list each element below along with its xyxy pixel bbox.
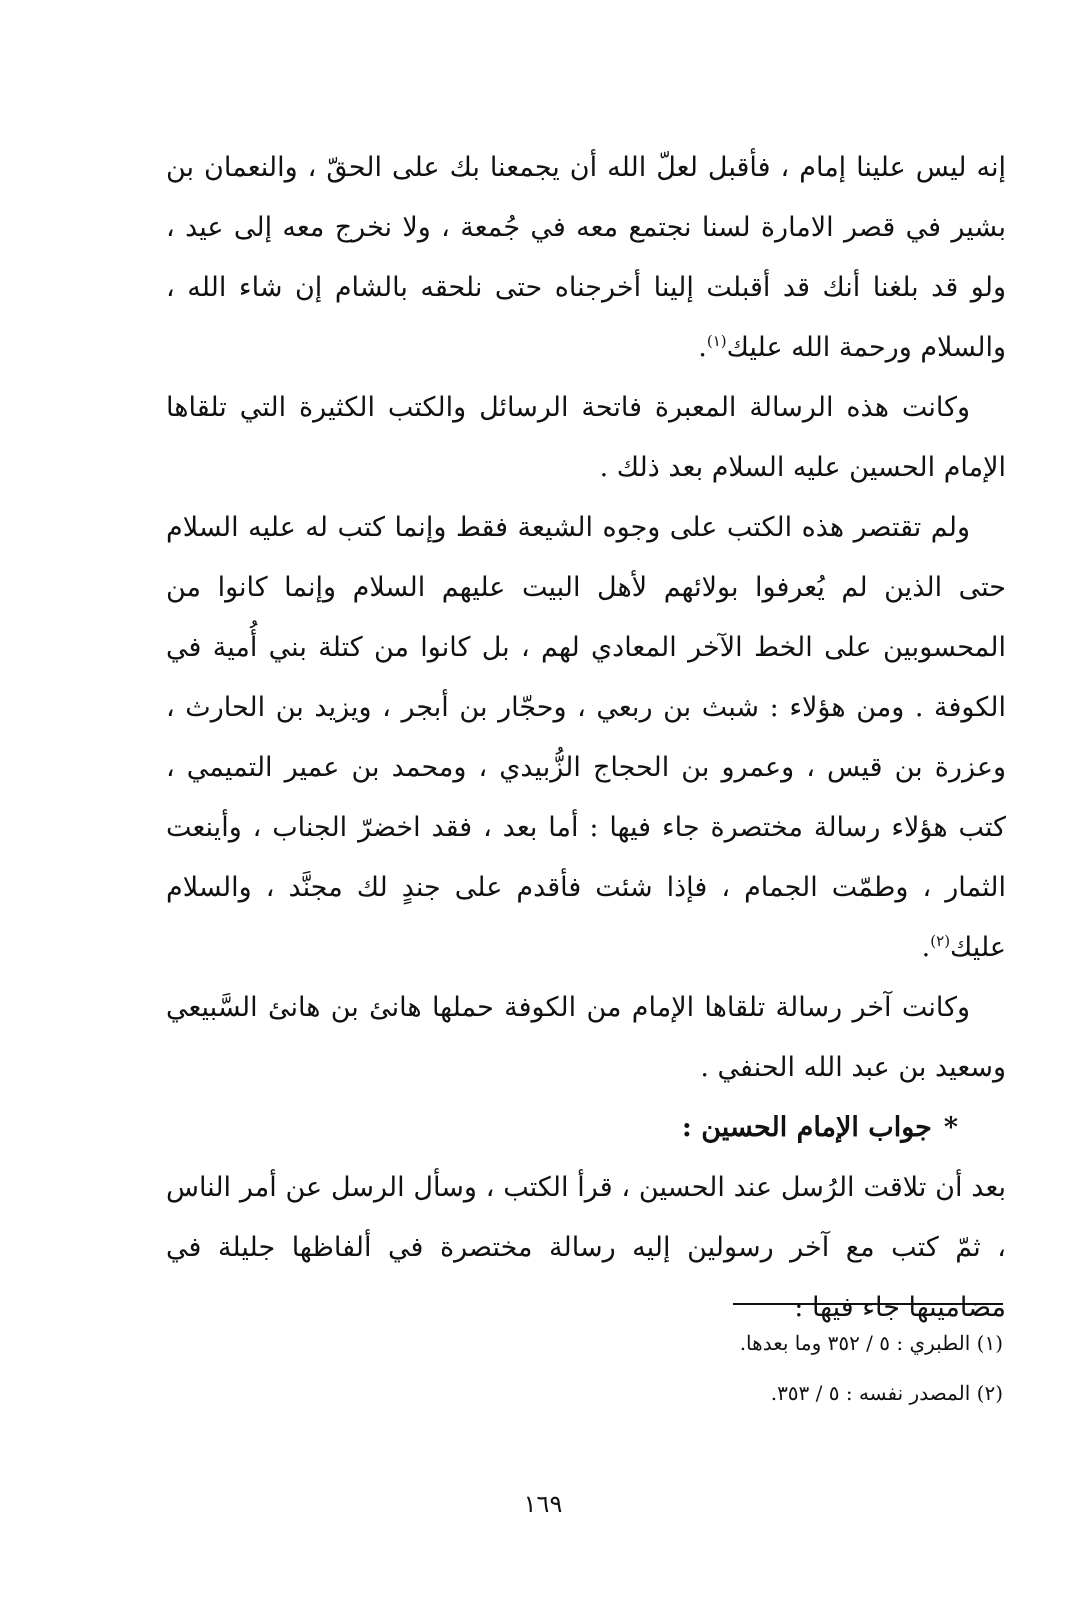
paragraph-letter-writers: ولم تقتصر هذه الكتب على وجوه الشيعة فقط وإنما كتب له عليه السلام حتى الذين لم يُعرفوا بولائهم لأهل البيت عليهم السلام وإنما كانوا من المحسوبين على الخط الآخر المعادي لهم ، بل كانوا من كتلة بني أُمية في الكوفة . ومن هؤلاء : شبث بن ربعي ، وحجّار بن أبجر ، ويزيد بن الحارث ، وعزرة بن قيس ، وعمرو بن الحجاج الزُّبيدي ، ومحمد بن عمير التميمي ، كتب هؤلاء رسالة مختصرة جاء فيها : أما بعد ، فقد اخضرّ الجناب ، وأينعت الثمار ، وطمّت الجمام ، فإذا شئت فأقدم على جندٍ لك مجنَّد ، والسلام عليك$^{(٢)}$. [166,512,1006,963]
paragraph-letter-ending: إنه ليس علينا إمام ، فأقبل لعلّ الله أن يجمعنا بك على الحقّ ، والنعمان بن بشير في قصر الامارة لسنا نجتمع معه في جُمعة ، ولا نخرج معه إلى عيد ، ولو قد بلغنا أنك قد أقبلت إلينا أخرجناه حتى نلحقه بالشام إن شاء الله ، والسلام ورحمة الله عليك$^{(١)}$. [166,152,1006,363]
paragraph: وكانت آخر رسالة تلقاها الإمام من الكوفة حملها هانئ بن هانئ السَّبيعي وسعيد بن عبد الله الحنفي . [166,992,1006,1083]
footnotes [163,1318,1003,1418]
asterisk-icon: * [943,1112,958,1143]
footnote-divider [733,1303,1003,1305]
footnote-ref-2: (٢) [930,932,951,950]
footnote-2: (٢) المصدر نفسه : ٥ / ٣٥٣. [770,1381,1003,1405]
main-text [166,138,1006,1338]
paragraph: وكانت هذه الرسالة المعبرة فاتحة الرسائل والكتب الكثيرة التي تلقاها الإمام الحسين عليه السلام بعد ذلك . [166,392,1006,483]
section-heading [166,1098,1006,1158]
footnote-ref-1: (١) [706,332,727,350]
section-heading-text: جواب الإمام الحسين : [681,1112,932,1143]
page-number: ١٦٩ [523,1490,563,1518]
footnote-1: (١) الطبري : ٥ / ٣٥٢ وما بعدها. [739,1331,1003,1355]
paragraph: بعد أن تلاقت الرُسل عند الحسين ، قرأ الكتب ، وسأل الرسل عن أمر الناس ، ثمّ كتب مع آخر رسولين إليه رسالة مختصرة في ألفاظها جليلة في مضامينها جاء فيها : [166,1172,1006,1323]
